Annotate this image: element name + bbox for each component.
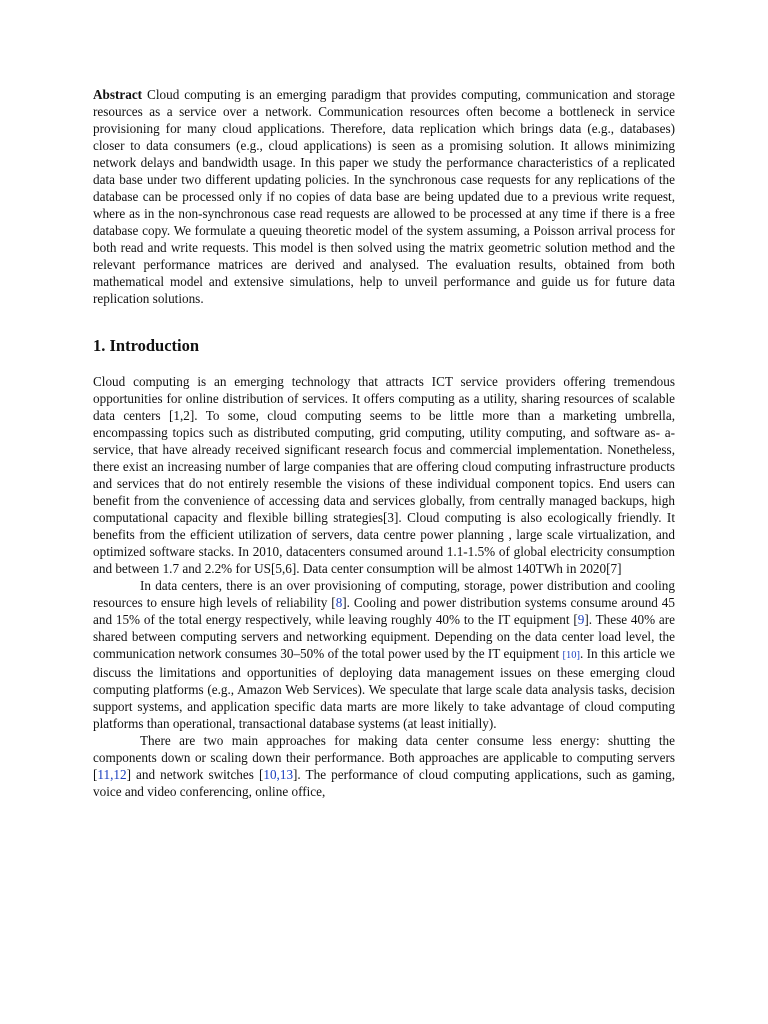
paper-page xyxy=(93,86,675,800)
p3-text-3: ]. The performance of cloud computing applications, such as gaming, voice and video conferencing, online office, xyxy=(93,767,676,799)
intro-paragraph-1: Cloud computing is an emerging technology that attracts ICT service providers offering tremendous opportunities for online distribution of services. It offers computing as a utility, sharing resources of scalable data centers [1,2]. To some, cloud computing seems to be little more than a marketing umbrella, encompassing topics such as distributed computing, grid computing, utility computing, and software as- a-service, that have already received significant research focus and commercial implementation. Nonetheless, there exist an increasing number of large companies that are offering cloud computing infrastructure products and services that do not entirely resemble the visions of these individual component topics. End users can benefit from the convenience of accessing data and services globally, from centrally managed backups, high computational capacity and flexible billing strategies[3]. Cloud computing is also ecologically friendly. It benefits from the efficient utilization of servers, data centre power planning , large scale virtualization, and optimized software stacks. In 2010, datacenters consumed around 1.1-1.5% of global electricity consumption and between 1.7 and 2.2% for US[5,6]. Data center consumption will be almost 140TWh in 2020[7] xyxy=(93,374,675,576)
p3-text-1: There are two main approaches for making data center consume less energy: shutting the components down or scaling down their performance. Both approaches are applicable to computing servers [ xyxy=(93,733,675,782)
abstract-paragraph xyxy=(93,86,675,307)
citation-link[interactable]: 8 xyxy=(335,595,343,610)
abstract-label: Abstract xyxy=(93,87,143,102)
citation-link[interactable]: [10] xyxy=(562,650,580,661)
p2-text-3: ]. These 40% are shared between computing servers and networking equipment. Depending on the data center load level, the communication network consumes 30–50% of the total power used by the IT equipment xyxy=(93,612,675,661)
citation-link[interactable]: 9 xyxy=(577,612,585,627)
citation-link[interactable]: 11,12 xyxy=(97,767,127,782)
intro-paragraph-2 xyxy=(93,577,675,732)
p3-text-2: ] and network switches [ xyxy=(126,767,264,782)
p2-text-1: In data centers, there is an over provisioning of computing, storage, power distribution and cooling resources to ensure high levels of reliability [ xyxy=(93,578,675,610)
p2-text-4: . In this article we discuss the limitations and opportunities of deploying data management issues on these emerging cloud computing platforms (e.g., Amazon Web Services). We speculate that large scale data analysis tasks, decision support systems, and application specific data marts are more likely to take advantage of cloud computing platforms than operational, transactional database systems (at least initially). xyxy=(93,646,676,731)
p2-text-2: ]. Cooling and power distribution systems consume around 45 and 15% of the total energy respectively, while leaving roughly 40% to the IT equipment [ xyxy=(93,595,675,627)
section-heading: 1. Introduction xyxy=(93,336,200,355)
intro-paragraph-3 xyxy=(93,732,675,800)
abstract-text: Cloud computing is an emerging paradigm that provides computing, communication and storage resources as a service over a network. Communication resources often become a bottleneck in service provisioning for many cloud applications. Therefore, data replication which brings data (e.g., databases) closer to data consumers (e.g., cloud applications) is seen as a promising solution. It allows minimizing network delays and bandwidth usage. In this paper we study the performance characteristics of a replicated data base under two different updating policies. In the synchronous case requests for any replications of the database can be processed only if no copies of data base are being updated due to a previous write request, where as in the non-synchronous case read requests are allowed to be processed at any time if there is a free database copy. We formulate a queuing theoretic model of the system assuming, a Poisson arrival process for both read and write requests. This model is then solved using the matrix geometric solution method and the relevant performance matrices are derived and analysed. The evaluation results, obtained from both mathematical model and extensive simulations, help to unveil performance and guide us for future data replication solutions. xyxy=(93,87,675,306)
citation-link[interactable]: 10,13 xyxy=(263,767,294,782)
